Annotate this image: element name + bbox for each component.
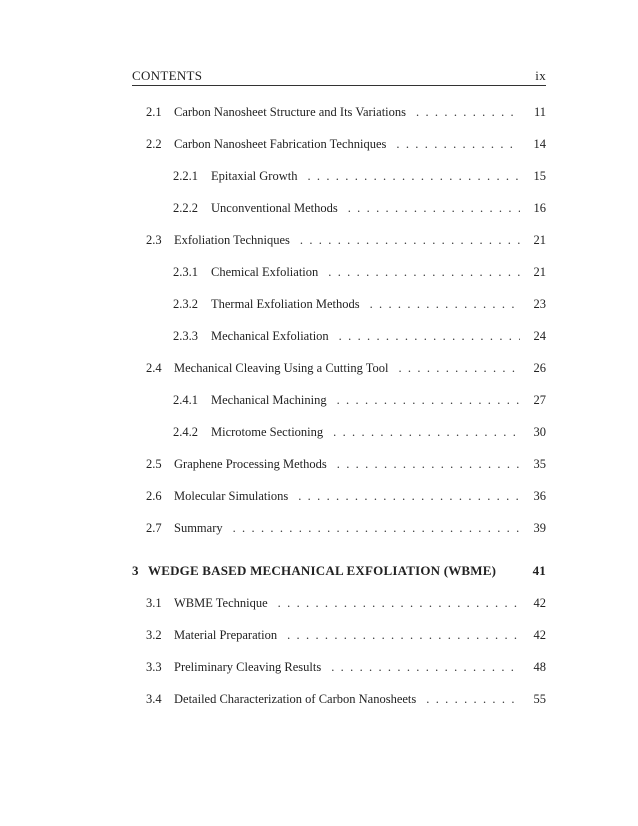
toc-leader-dots	[339, 328, 520, 344]
toc-entry-2-1[interactable]	[146, 104, 546, 120]
toc-title: Detailed Characterization of Carbon Nanosheets	[174, 692, 417, 706]
toc-title: Carbon Nanosheet Fabrication Techniques	[174, 137, 387, 151]
toc-leader-dots	[396, 136, 520, 152]
toc-title: Microtome Sectioning	[211, 425, 324, 439]
toc-chapter-3[interactable]	[132, 563, 546, 579]
toc-page: 21	[533, 265, 546, 279]
toc-title: Exfoliation Techniques	[174, 233, 290, 247]
toc-chapter-page: 41	[532, 563, 546, 578]
toc-page: 16	[533, 201, 546, 215]
toc-leader-dots	[233, 520, 520, 536]
toc-entry-2-2[interactable]	[146, 136, 546, 152]
toc-leader-dots	[337, 392, 520, 408]
toc-chapter-title: WEDGE BASED MECHANICAL EXFOLIATION (WBME)	[148, 563, 497, 578]
toc-leader-dots	[426, 691, 520, 707]
toc-number: 3.4	[146, 692, 162, 706]
toc-title: Carbon Nanosheet Structure and Its Variations	[174, 105, 407, 119]
toc-page: 14	[533, 137, 546, 151]
toc-chapter-number: 3	[132, 563, 139, 578]
toc-title: Mechanical Cleaving Using a Cutting Tool	[174, 361, 389, 375]
toc-number: 2.4.1	[173, 393, 198, 407]
toc-number: 3.1	[146, 596, 162, 610]
toc-leader-dots	[300, 232, 520, 248]
toc-number: 3.2	[146, 628, 162, 642]
toc-page: 11	[533, 105, 546, 119]
toc-number: 3.3	[146, 660, 162, 674]
toc-leader-dots	[278, 595, 520, 611]
toc-title: Unconventional Methods	[211, 201, 338, 215]
toc-number: 2.6	[146, 489, 162, 503]
toc-entry-3-1[interactable]	[146, 595, 546, 611]
toc-title: Graphene Processing Methods	[174, 457, 327, 471]
toc-number: 2.3.2	[173, 297, 198, 311]
toc-entry-2-6[interactable]	[146, 488, 546, 504]
toc-entry-2-4[interactable]	[146, 360, 546, 376]
toc-page: 35	[533, 457, 546, 471]
toc-number: 2.4	[146, 361, 162, 375]
toc-title: Material Preparation	[174, 628, 278, 642]
toc-entry-2-3[interactable]	[146, 232, 546, 248]
toc-leader-dots	[287, 627, 520, 643]
toc-entry-2-5[interactable]	[146, 456, 546, 472]
toc-leader-dots	[307, 168, 520, 184]
toc-entry-2-3-2[interactable]	[173, 296, 546, 312]
header-page-number: ix	[535, 68, 546, 83]
toc-number: 2.2.2	[173, 201, 198, 215]
toc-page: 21	[533, 233, 546, 247]
toc-number: 2.2	[146, 137, 162, 151]
toc-page: 42	[533, 628, 546, 642]
toc-title: Mechanical Machining	[211, 393, 327, 407]
toc-entry-2-3-3[interactable]	[173, 328, 546, 344]
toc-entry-2-4-2[interactable]	[173, 424, 546, 440]
toc-number: 2.3.1	[173, 265, 198, 279]
toc-page: 30	[533, 425, 546, 439]
toc-number: 2.2.1	[173, 169, 198, 183]
toc-title: Chemical Exfoliation	[211, 265, 319, 279]
toc-title: Molecular Simulations	[174, 489, 289, 503]
toc-page: 15	[533, 169, 546, 183]
toc-page: 42	[533, 596, 546, 610]
toc-title: Epitaxial Growth	[211, 169, 298, 183]
running-header	[132, 68, 546, 84]
toc-entry-3-2[interactable]	[146, 627, 546, 643]
toc-entry-2-4-1[interactable]	[173, 392, 546, 408]
toc-entry-3-4[interactable]	[146, 691, 546, 707]
toc-title: Summary	[174, 521, 223, 535]
toc-number: 2.1	[146, 105, 162, 119]
toc-entry-3-3[interactable]	[146, 659, 546, 675]
toc-leader-dots	[331, 659, 520, 675]
toc-entry-2-2-1[interactable]	[173, 168, 546, 184]
toc-entry-2-2-2[interactable]	[173, 200, 546, 216]
toc-page: 26	[533, 361, 546, 375]
toc-title: Mechanical Exfoliation	[211, 329, 329, 343]
toc-title: WBME Technique	[174, 596, 268, 610]
toc-title: Thermal Exfoliation Methods	[211, 297, 360, 311]
header-title: CONTENTS	[132, 68, 203, 83]
toc-page: 39	[533, 521, 546, 535]
toc-leader-dots	[337, 456, 520, 472]
toc-page: 27	[533, 393, 546, 407]
toc-page: 48	[533, 660, 546, 674]
toc-number: 2.5	[146, 457, 162, 471]
toc-leader-dots	[298, 488, 520, 504]
toc-page: 24	[533, 329, 546, 343]
toc-number: 2.4.2	[173, 425, 198, 439]
toc-number: 2.3.3	[173, 329, 198, 343]
toc-number: 2.7	[146, 521, 162, 535]
toc-leader-dots	[398, 360, 520, 376]
toc-page: 23	[533, 297, 546, 311]
toc-number: 2.3	[146, 233, 162, 247]
toc-leader-dots	[370, 296, 520, 312]
toc-leader-dots	[416, 104, 520, 120]
header-rule	[132, 85, 546, 86]
toc-leader-dots	[328, 264, 520, 280]
toc-leader-dots	[333, 424, 520, 440]
toc-entry-2-3-1[interactable]	[173, 264, 546, 280]
toc-entry-2-7[interactable]	[146, 520, 546, 536]
toc-page: 55	[533, 692, 546, 706]
toc-title: Preliminary Cleaving Results	[174, 660, 322, 674]
toc-page: 36	[533, 489, 546, 503]
toc-leader-dots	[348, 200, 520, 216]
